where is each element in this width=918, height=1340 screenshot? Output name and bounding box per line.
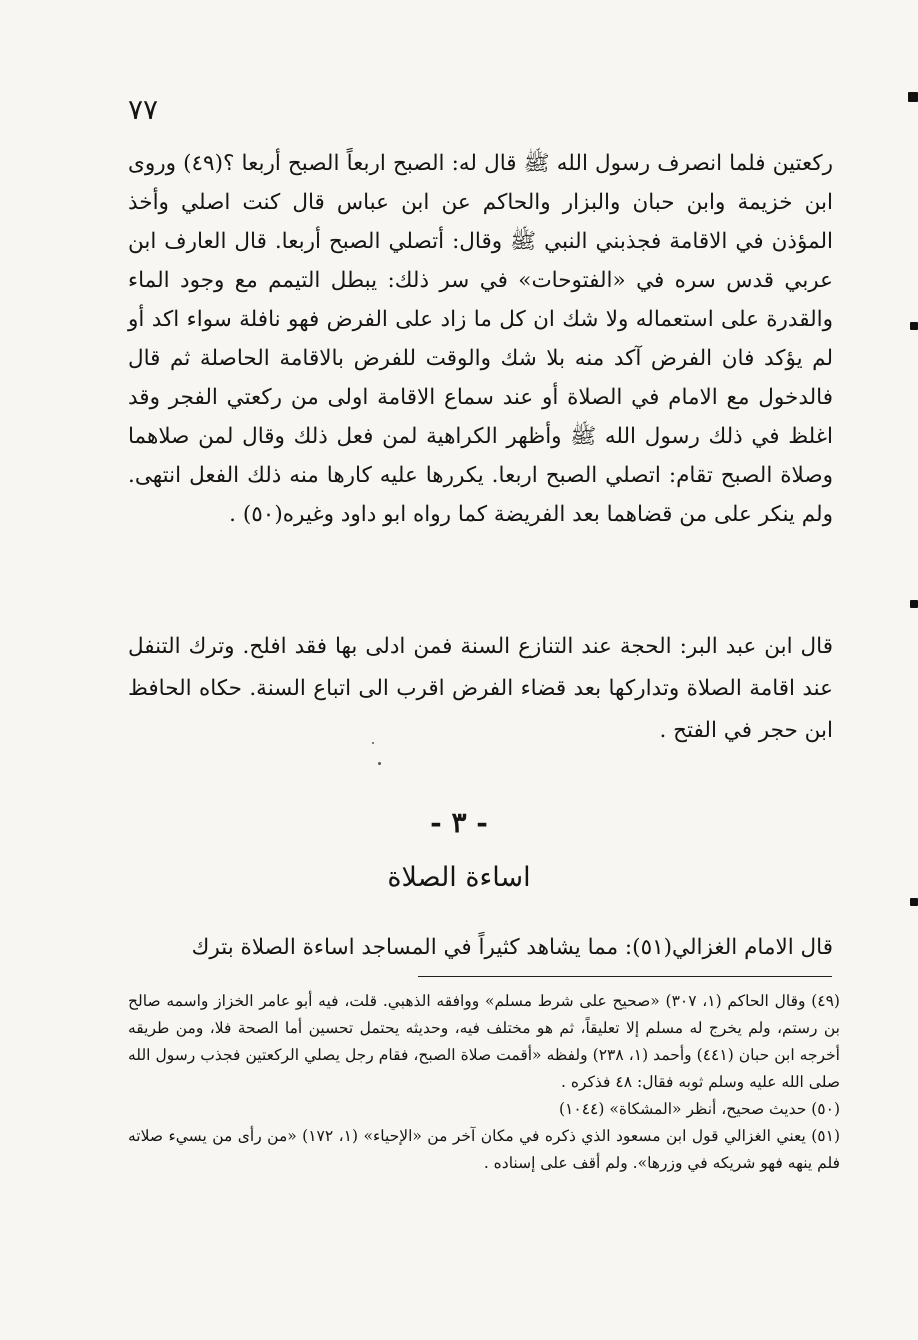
section-number: - ٣ - (430, 806, 488, 839)
scan-speck (378, 762, 381, 765)
main-paragraph-block (128, 144, 833, 534)
footnotes (128, 988, 840, 1177)
footnote-49: (٤٩) وقال الحاكم (١، ٣٠٧) «صحيح على شرط مسلم» ووافقه الذهبي. قلت، فيه أبو عامر الخزاز واسمه صالح بن رستم، ولم يخرج له مسلم إلا تعليقاً، ثم هو مختلف فيه، وحديثه يحتمل تحسين أما الصحة فلا، ومن طريقه أخرجه ابن حبان (٤٤١) وأحمد (١، ٢٣٨) ولفظه «أقمت صلاة الصبح، فقام رجل يصلي الركعتين فجذب رسول الله صلى الله عليه وسلم ثوبه فقال: ٤٨ فذكره . (128, 992, 840, 1091)
footnote-51: (٥١) يعني الغزالي قول ابن مسعود الذي ذكره في مكان آخر من «الإحياء» (١، ١٧٢) «من رأى من يسيء صلاته فلم ينهه فهو شريكه في وزرها». ولم أقف على إسناده . (128, 1127, 840, 1172)
binding-mark (908, 92, 918, 102)
scan-speck (372, 742, 374, 744)
page-number: ٧٧ (128, 93, 159, 126)
footnote-50: (٥٠) حديث صحيح، أنظر «المشكاة» (١٠٤٤) (558, 1100, 840, 1118)
binding-mark (910, 322, 918, 330)
binding-mark (910, 898, 918, 906)
footnote-divider (418, 976, 832, 977)
section-intro-line: قال الامام الغزالي(٥١): مما يشاهد كثيراً في المساجد اساءة الصلاة بترك (191, 935, 833, 960)
section-title: اساءة الصلاة (387, 862, 531, 893)
binding-mark (910, 600, 918, 608)
main-paragraph: ركعتين فلما انصرف رسول الله ﷺ قال له: الصبح اربعاً الصبح أربعا ؟(٤٩) وروى ابن خزيمة وابن حبان والبزار والحاكم عن ابن عباس قال كنت اصلي وأخذ المؤذن في الاقامة فجذبني النبي ﷺ وقال: أتصلي الصبح أربعا. قال العارف ابن عربي قدس سره في «الفتوحات» في سر ذلك: يبطل التيمم مع وجود الماء والقدرة على استعماله ولا شك ان كل ما زاد على الفرض فهو نافلة سواء اكد أو لم يؤكد فان الفرض آكد منه بلا شك والوقت للفرض بالاقامة الحاصلة ثم قال فالدخول مع الامام في الصلاة أو عند سماع الاقامة اولى من ركعتي الفجر وقد اغلظ في ذلك رسول الله ﷺ وأظهر الكراهية لمن فعل ذلك وقال لمن صلاهما وصلاة الصبح تقام: اتصلي الصبح اربعا. يكررها عليه كارها منه ذلك الفعل انتهى. ولم ينكر على من قضاهما بعد الفريضة كما رواه ابو داود وغيره(٥٠) . (128, 151, 834, 527)
ibn-abd-al-barr-paragraph: قال ابن عبد البر: الحجة عند التنازع السنة فمن ادلى بها فقد افلح. وترك التنفل عند اقامة الصلاة وتداركها بعد قضاء الفرض اقرب الى اتباع السنة. حكاه الحافظ ابن حجر في الفتح . (128, 634, 833, 743)
quote-paragraph-block (128, 626, 833, 752)
